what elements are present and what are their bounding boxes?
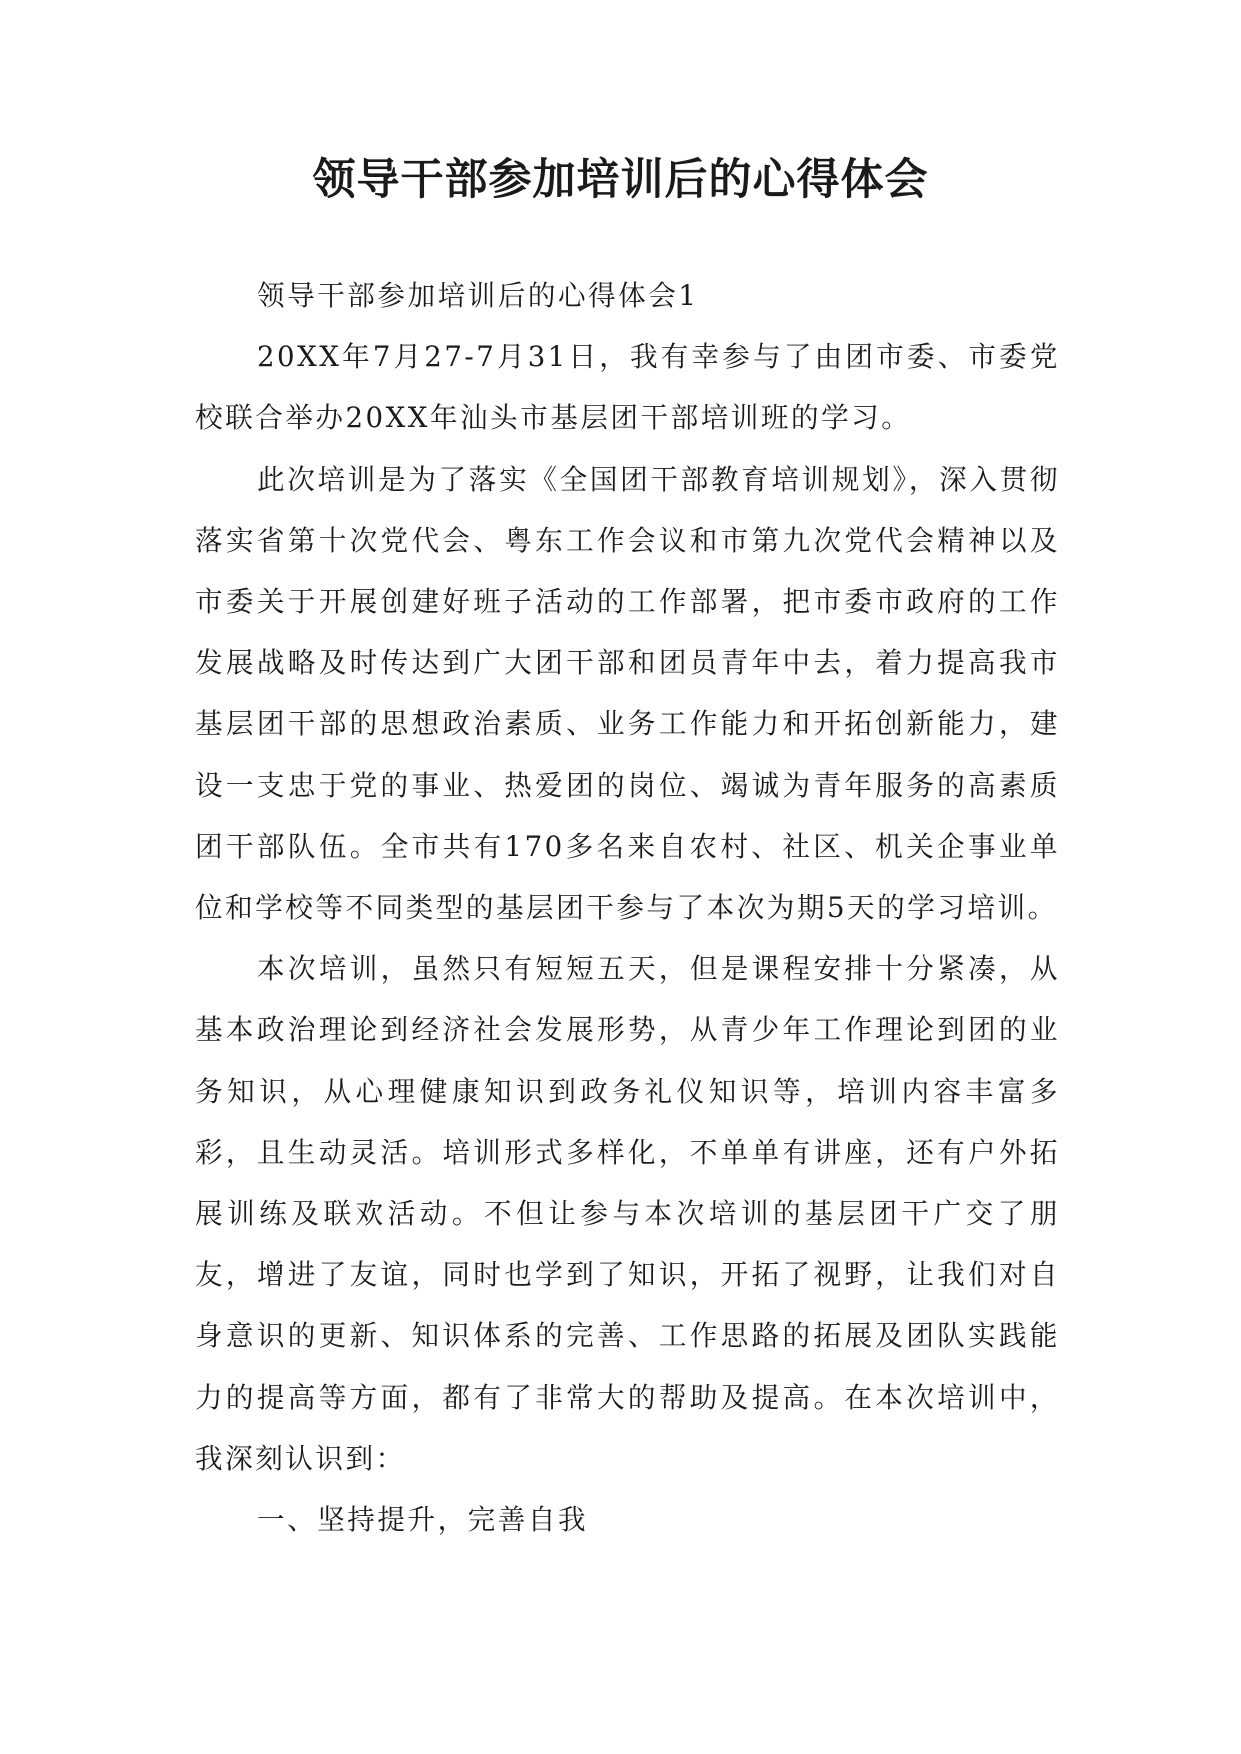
document-title: 领导干部参加培训后的心得体会: [312, 155, 929, 205]
paragraph: 此次培训是为了落实《全国团干部教育培训规划》，深入贯彻落实省第十次党代会、粤东工作会议和市第九次党代会精神以及市委关于开展创建好班子活动的工作部署，把市委市政府的工作发展战略及时传达到广大团干部和团员青年中去，着力提高我市基层团干部的思想政治素质、业务工作能力和开拓创新能力，建设一支忠于党的事业、热爱团的岗位、竭诚为青年服务的高素质团干部队伍。全市共有170多名来自农村、社区、机关企事业单位和学校等不同类型的基层团干参与了本次为期5天的学习培训。: [195, 462, 1060, 925]
paragraph: 本次培训，虽然只有短短五天，但是课程安排十分紧凑，从基本政治理论到经济社会发展形势，从青少年工作理论到团的业务知识，从心理健康知识到政务礼仪知识等，培训内容丰富多彩，且生动灵活。培训形式多样化，不单单有讲座，还有户外拓展训练及联欢活动。不但让参与本次培训的基层团干广交了朋友，增进了友谊，同时也学到了知识，开拓了视野，让我们对自身意识的更新、知识体系的完善、工作思路的拓展及团队实践能力的提高等方面，都有了非常大的帮助及提高。在本次培训中，我深刻认识到：: [195, 952, 1060, 1475]
paragraph-subtitle: 领导干部参加培训后的心得体会1: [257, 279, 699, 312]
paragraph: 20XX年7月27-7月31日，我有幸参与了由团市委、市委党校联合举办20XX年汕头市基层团干部培训班的学习。: [195, 340, 1060, 435]
document-body: [195, 265, 1060, 1550]
section-heading: 一、坚持提升，完善自我: [257, 1503, 589, 1537]
